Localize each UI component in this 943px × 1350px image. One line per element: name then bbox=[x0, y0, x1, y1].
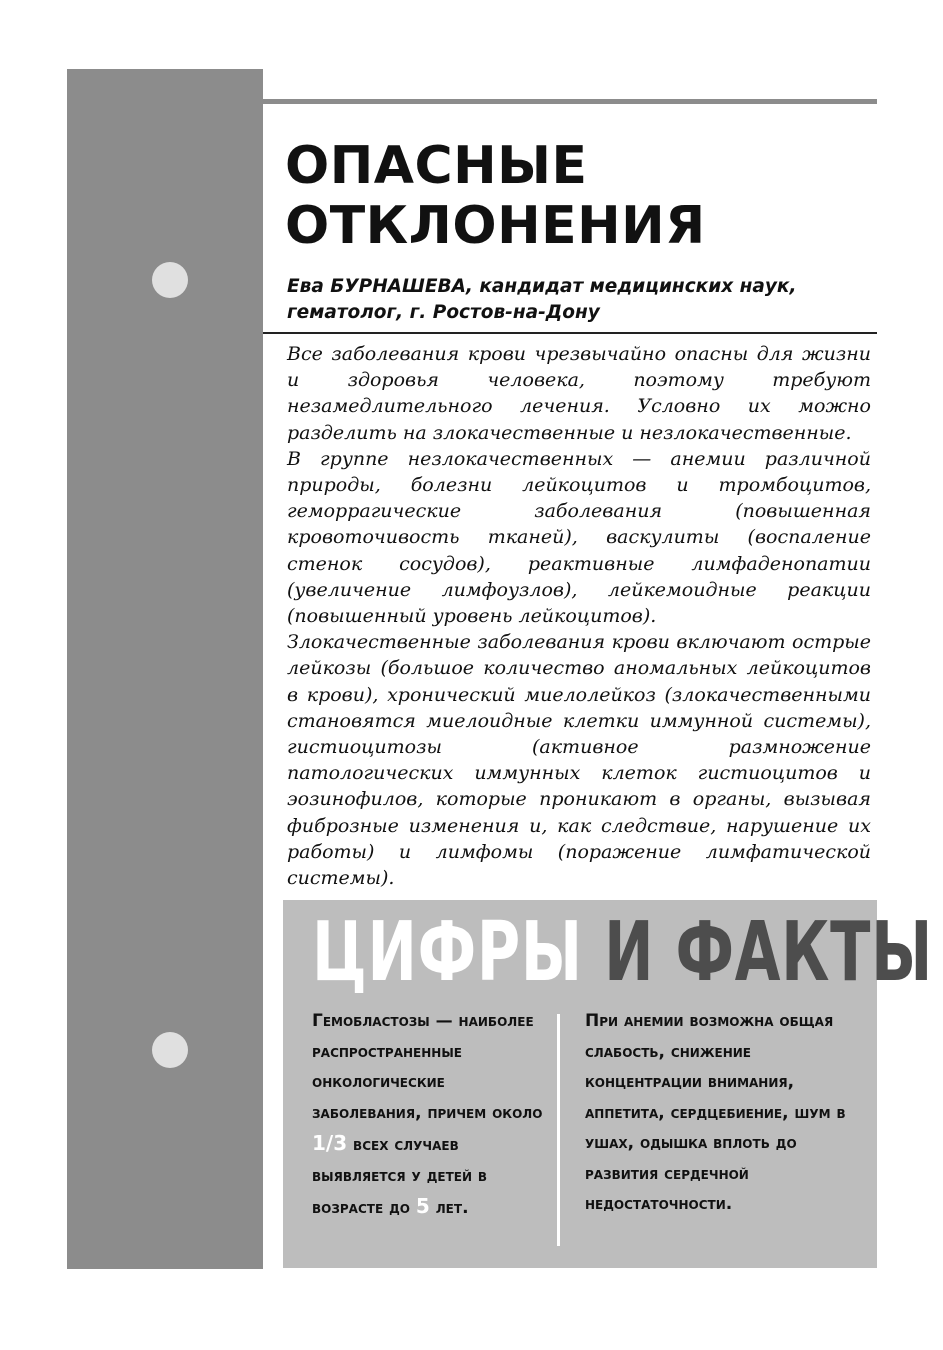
top-rule bbox=[263, 99, 877, 104]
facts-title-word-1: ЦИФРЫ bbox=[312, 905, 583, 1000]
byline-line-2: гематолог, г. Ростов-на-Дону bbox=[287, 302, 600, 323]
fact-left-text-3: лет. bbox=[429, 1198, 469, 1218]
fact-highlight-age: 5 bbox=[415, 1194, 430, 1218]
bullet-dot-icon bbox=[152, 1032, 188, 1068]
article-body bbox=[287, 341, 871, 891]
article-byline bbox=[287, 274, 887, 326]
body-paragraph: Злокачественные заболевания крови включают острые лейкозы (большое количество аномальных лейкоцитов в крови), хронический миелолейкоз (злокачественными становятся миелоидные клетки иммунной системы), гистиоцитозы (активное размножение патологических иммунных клеток гистиоцитов и эозинофилов, которые проникают в органы, вызывая фиброзные изменения и, как следствие, нарушение их работы) и лимфомы (поражение лимфатической системы). bbox=[287, 631, 871, 890]
byline-rule bbox=[263, 332, 877, 334]
fact-right-text: При анемии возможна общая слабость, снижение концентрации внимания, аппетита, сердцебиение, шум в ушах, одышка вплоть до развития сердечной недостаточности. bbox=[585, 1011, 846, 1214]
fact-left-text-1: Гемобластозы — наиболее распространенные онкологические заболевания, причем около bbox=[312, 1011, 543, 1123]
body-paragraph: В группе незлокачественных — анемии различной природы, болезни лейкоцитов и тромбоцитов, геморрагические заболевания (повышенная кровоточивость тканей), васкулиты (воспаление стенок сосудов), реактивные лимфаденопатии (увеличение лимфоузлов), лейкемоидные реакции (повышенный уровень лейкоцитов). bbox=[287, 447, 871, 628]
facts-title-word-2: И ФАКТЫ bbox=[604, 905, 934, 1000]
fact-left bbox=[312, 1006, 552, 1224]
bullet-dot-icon bbox=[152, 262, 188, 298]
fact-left-text-2: всех случаев выявляется у детей в возрасте до bbox=[312, 1135, 488, 1218]
sidebar-title-wrap bbox=[67, 320, 263, 1012]
facts-divider bbox=[557, 1014, 560, 1246]
fact-highlight-fraction: 1/3 bbox=[312, 1131, 348, 1155]
byline-line-1: Ева БУРНАШЕВА, кандидат медицинских наук, bbox=[287, 276, 797, 297]
facts-title bbox=[312, 905, 934, 1000]
headline-line-1: ОПАСНЫЕ bbox=[285, 136, 588, 196]
body-paragraph: Все заболевания крови чрезвычайно опасны для жизни и здоровья человека, поэтому требуют незамедлительного лечения. Условно их можно разделить на злокачественные и незлокачественные. bbox=[287, 343, 871, 444]
fact-right bbox=[585, 1006, 865, 1220]
article-headline bbox=[285, 136, 885, 256]
headline-line-2: ОТКЛОНЕНИЯ bbox=[285, 196, 706, 256]
